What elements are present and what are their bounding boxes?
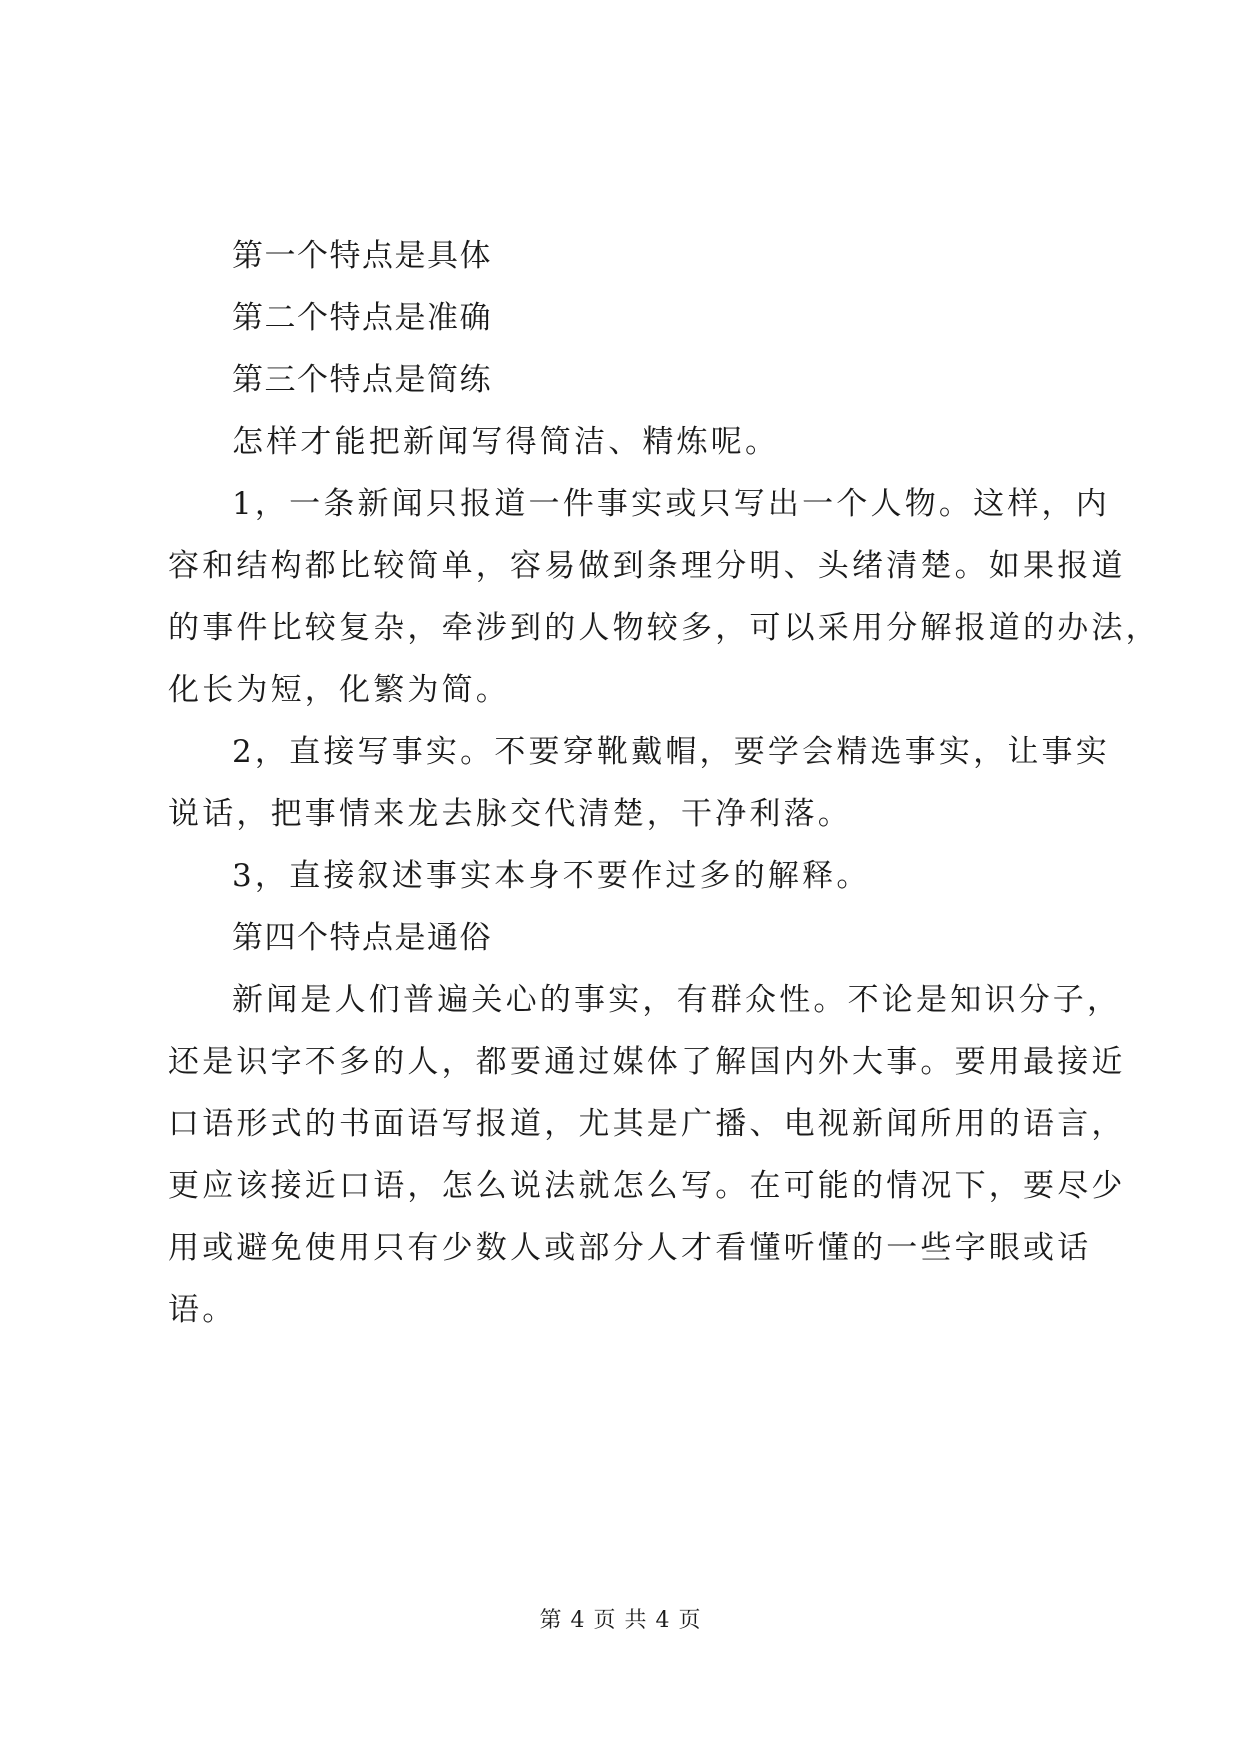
- page-footer: 第 4 页 共 4 页: [539, 1608, 702, 1633]
- heading-feature-2: 第二个特点是准确: [232, 300, 492, 336]
- paragraph-4-line-6: 语。: [168, 1292, 237, 1328]
- paragraph-4-line-4: 更应该接近口语，怎么说法就怎么写。在可能的情况下，要尽少: [168, 1168, 1126, 1204]
- paragraph-4-line-1: 新闻是人们普遍关心的事实，有群众性。不论是知识分子，: [232, 982, 1122, 1018]
- paragraph-1-line-4: 化长为短，化繁为简。: [168, 672, 510, 708]
- paragraph-1-line-3: 的事件比较复杂，牵涉到的人物较多，可以采用分解报道的办法，: [168, 610, 1160, 646]
- paragraph-4-line-5: 用或避免使用只有少数人或部分人才看懂听懂的一些字眼或话: [168, 1230, 1092, 1266]
- heading-feature-1: 第一个特点是具体: [232, 238, 492, 274]
- paragraph-4-line-2: 还是识字不多的人，都要通过媒体了解国内外大事。要用最接近: [168, 1044, 1126, 1080]
- paragraph-2-line-2: 说话，把事情来龙去脉交代清楚，干净利落。: [168, 796, 852, 832]
- paragraph-1-line-1: 1，一条新闻只报道一件事实或只写出一个人物。这样，内: [232, 486, 1110, 522]
- heading-feature-3: 第三个特点是简练: [232, 362, 492, 398]
- paragraph-1-line-2: 容和结构都比较简单，容易做到条理分明、头绪清楚。如果报道: [168, 548, 1126, 584]
- heading-feature-4: 第四个特点是通俗: [232, 920, 492, 956]
- paragraph-question: 怎样才能把新闻写得简洁、精炼呢。: [232, 424, 780, 460]
- paragraph-3-line-1: 3，直接叙述事实本身不要作过多的解释。: [232, 858, 871, 894]
- paragraph-4-line-3: 口语形式的书面语写报道，尤其是广播、电视新闻所用的语言，: [168, 1106, 1126, 1142]
- paragraph-2-line-1: 2，直接写事实。不要穿靴戴帽，要学会精选事实，让事实: [232, 734, 1110, 770]
